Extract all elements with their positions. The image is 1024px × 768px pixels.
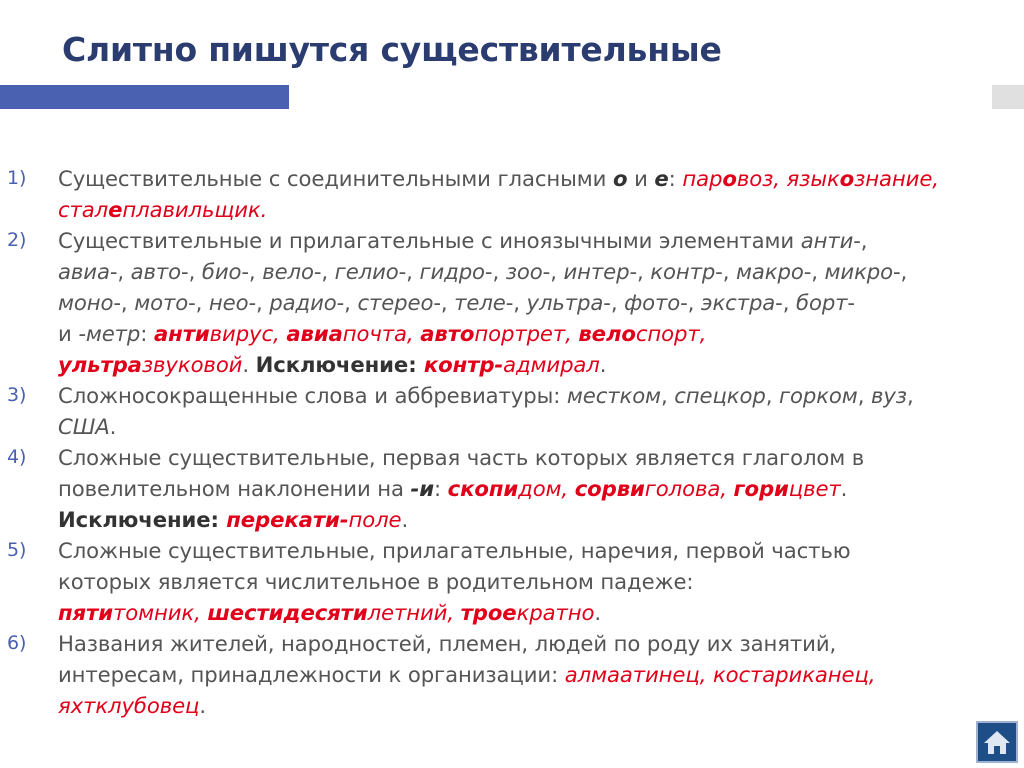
text-run: Названия жителей, народностей, племен, людей по роду их занятий, [58,631,837,656]
text-run: е [108,197,123,222]
text-run: летний, [367,600,461,625]
text-run: гори [733,476,789,501]
text-run: . [109,414,117,439]
text-run: Сложные существительные, первая часть которых является глаголом в [58,445,865,470]
text-run: стал [58,197,109,222]
text-run: алмаатинец, костариканец, [564,662,876,687]
text-run: ультра [526,290,604,315]
rule-item-5 [0,535,1010,628]
rule-item-1 [0,163,1010,225]
rule-number: 5) [7,539,27,561]
text-run: . [199,693,207,718]
text-run: -, [542,259,564,284]
rule-number: 6) [7,632,27,654]
text-run: нео [208,290,249,315]
text-run: -, [484,259,506,284]
text-run: горком [778,383,858,408]
text-run: -, [336,290,358,315]
text-run: Существительные и прилагательные с иноязычными элементами [58,228,801,253]
text-run: моно [58,290,114,315]
text-run: сорви [574,476,645,501]
text-run: -, [853,228,868,253]
text-run: . [840,476,848,501]
text-run: пар [682,166,723,191]
text-run: -, [398,259,420,284]
rule-text [58,445,864,532]
text-run: . [401,507,409,532]
rule-text [58,228,907,377]
text-run: авто [130,259,182,284]
home-button[interactable] [976,721,1018,763]
text-run: томник, [112,600,208,625]
text-run: вирус, [209,321,287,346]
text-run: авто [420,321,475,346]
text-run: адмирал [503,352,600,377]
text-run: поле [348,507,402,532]
text-run: знание, [854,166,939,191]
text-run: -, [629,259,651,284]
text-run: вуз [870,383,907,408]
rule-number: 3) [7,384,27,406]
rule-text [58,166,939,222]
text-run: микро [824,259,893,284]
text-run: о [722,166,737,191]
text-run: -, [892,259,908,284]
rule-number: 4) [7,446,27,468]
text-run: интересам, принадлежности к организации: [58,662,565,687]
text-run: -, [680,290,701,315]
text-run: . [594,600,602,625]
text-run: контр [650,259,716,284]
text-run: Сложносокращенные слова и аббревиатуры: [58,383,567,408]
title-accent-bar [0,85,289,109]
text-run: ультра [58,352,142,377]
text-run: повелительном наклонении на [58,476,411,501]
text-run: . [242,352,256,377]
text-run: е [654,166,669,191]
text-run: -, [603,290,625,315]
text-run: -, [433,290,455,315]
text-run: авиа [286,321,343,346]
text-run: США [58,414,110,439]
text-run: вело [578,321,636,346]
text-run: гидро [419,259,485,284]
text-run: Существительные с соединительными гласными [58,166,613,191]
text-run: -метр [78,321,141,346]
text-run: дом, [518,476,575,501]
text-run: -, [803,259,825,284]
text-run: цвет [788,476,841,501]
text-run: Сложные существительные, прилагательные, наречия, первой частью [58,538,851,563]
home-icon [983,728,1011,756]
text-run: которых является числительное в родительном падеже: [58,569,694,594]
text-run: плавильщик. [122,197,268,222]
text-run: местком [566,383,661,408]
text-run: борт [796,290,848,315]
text-run: перекати- [226,507,349,532]
text-run: , [857,383,871,408]
text-run: фото [624,290,681,315]
text-run: -, [241,259,263,284]
text-run: -, [181,259,202,284]
title-side-bar [992,85,1024,109]
text-run: : [140,321,154,346]
text-run: -, [775,290,796,315]
text-run: био [201,259,242,284]
text-run: -, [109,259,131,284]
text-run: - [847,290,855,315]
rule-text [58,631,875,718]
text-run: портрет, [474,321,579,346]
text-run: стерео [357,290,434,315]
text-run: -и [410,476,434,501]
text-run: -, [505,290,527,315]
text-run: о [612,166,628,191]
rule-item-4 [0,442,1010,535]
text-run: , [660,383,675,408]
text-run: и [627,166,655,191]
text-run: трое [460,600,517,625]
text-run: : [433,476,448,501]
text-run: гелио [334,259,399,284]
text-run: скопи [447,476,519,501]
text-run: -, [248,290,270,315]
text-run: экстра [700,290,776,315]
text-run: контр- [423,352,504,377]
text-run: анти [800,228,854,253]
text-run: шестидесяти [207,600,368,625]
text-run: анти [153,321,210,346]
rule-number: 1) [7,167,27,189]
text-run: -, [313,259,335,284]
rules-list [0,163,1010,721]
text-run: интер [563,259,630,284]
text-run: и [58,321,79,346]
rule-number: 2) [7,229,27,251]
text-run: зоо [505,259,543,284]
text-run: -, [188,290,209,315]
text-run: , [765,383,779,408]
text-run: мото [134,290,189,315]
text-run: -, [715,259,736,284]
text-run: : [668,166,683,191]
text-run: , [906,383,914,408]
text-run: Исключение: [58,507,227,532]
text-run: авиа [58,259,110,284]
text-run: о [839,166,855,191]
text-run: Исключение: [255,352,424,377]
text-run: -, [113,290,135,315]
text-run: спорт, [635,321,707,346]
text-run: вело [262,259,314,284]
rule-text [58,383,914,439]
text-run: . [599,352,607,377]
text-run: спецкор [674,383,766,408]
text-run: воз, язык [736,166,840,191]
text-run: кратно [516,600,595,625]
rule-text [58,538,851,625]
rule-item-2 [0,225,1010,380]
slide-title: Слитно пишутся существительные [62,30,722,69]
text-run: почта, [342,321,421,346]
text-run: теле [454,290,506,315]
text-run: голова, [644,476,734,501]
rule-item-6 [0,628,1010,721]
rule-item-3 [0,380,1010,442]
text-run: яхтклубовец [58,693,200,718]
text-run: пяти [58,600,113,625]
text-run: радио [269,290,337,315]
text-run: макро [736,259,804,284]
text-run: звуковой [141,352,243,377]
